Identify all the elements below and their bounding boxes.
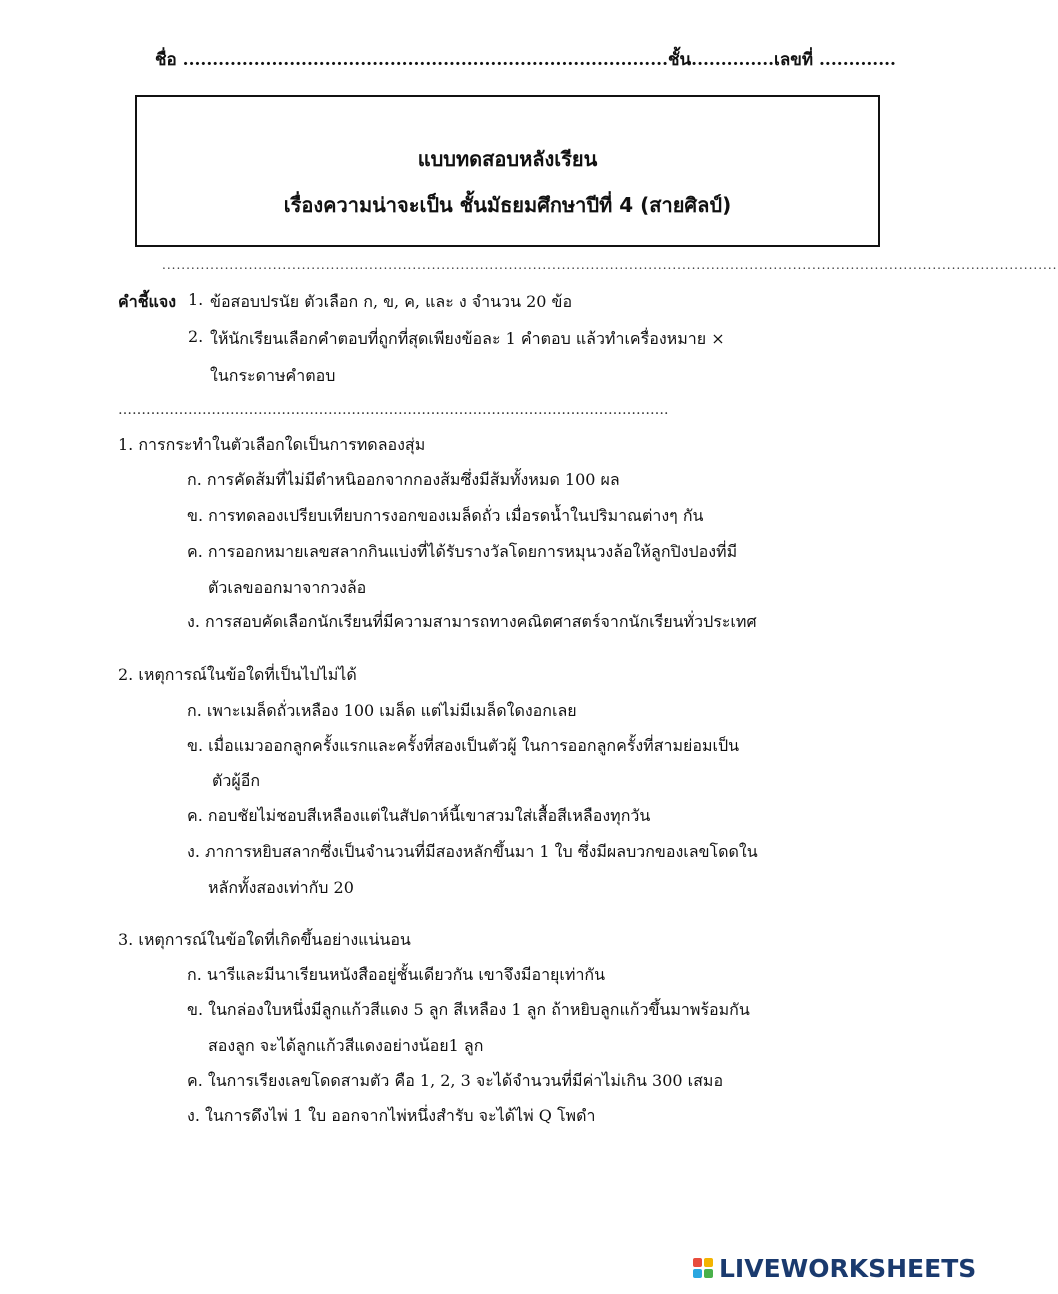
option-q3-d[interactable] [187, 1104, 595, 1129]
question-text: เหตุการณ์ในข้อใดที่เป็นไปไม่ได้ [138, 665, 357, 684]
option-text: เมื่อแมวออกลูกครั้งแรกและครั้งที่สองเป็นตัวผู้ ในการออกลูกครั้งที่สามย่อมเป็น [208, 736, 740, 755]
option-q1-a[interactable] [187, 468, 620, 493]
instruction-number: 2. [188, 327, 204, 346]
option-q1-d[interactable] [187, 610, 757, 635]
option-letter: ค. [187, 542, 203, 561]
logo-tile [693, 1269, 702, 1278]
question-number: 1. [118, 435, 134, 454]
question-1 [118, 433, 425, 458]
option-letter: ก. [187, 965, 202, 984]
number-label: เลขที่ [774, 50, 814, 70]
option-text: การทดลองเปรียบเทียบการงอกของเมล็ดถั่ว เมื่อรดน้ำในปริมาณต่างๆ กัน [208, 506, 704, 525]
name-field[interactable]: .................................................................................. [182, 50, 668, 70]
question-text: การกระทำในตัวเลือกใดเป็นการทดลองสุ่ม [138, 435, 426, 454]
separator-dots: .......................................................................................................................................................................................... [162, 258, 1058, 272]
liveworksheets-logo-icon [693, 1258, 713, 1278]
option-letter: ง. [187, 1106, 200, 1125]
logo-tile [693, 1258, 702, 1267]
option-letter: ข. [187, 736, 204, 755]
option-q1-b[interactable] [187, 504, 703, 529]
class-label: ชั้น [668, 50, 692, 70]
question-2 [118, 663, 357, 688]
option-letter: ค. [187, 1071, 203, 1090]
option-letter: ค. [187, 806, 203, 825]
option-text: ภาการหยิบสลากซึ่งเป็นจำนวนที่มีสองหลักขึ้นมา 1 ใบ ซึ่งมีผลบวกของเลขโดดใน [205, 842, 758, 861]
logo-tile [704, 1269, 713, 1278]
option-text-continued: ตัวเลขออกมาจากวงล้อ [208, 578, 367, 597]
option-q2-a[interactable] [187, 699, 577, 724]
instruction-number: 1. [188, 290, 204, 309]
test-title: แบบทดสอบหลังเรียน [417, 147, 598, 171]
option-q1-c[interactable] [187, 540, 737, 565]
question-text: เหตุการณ์ในข้อใดที่เกิดขึ้นอย่างแน่นอน [138, 930, 411, 949]
name-label: ชื่อ [155, 50, 177, 70]
instruction-text-continued: ในกระดาษคำตอบ [210, 366, 336, 385]
instruction-text: ให้นักเรียนเลือกคำตอบที่ถูกที่สุดเพียงข้อละ 1 คำตอบ แล้วทำเครื่องหมาย × [210, 329, 725, 348]
liveworksheets-logo [693, 1253, 976, 1283]
test-subtitle: เรื่องความน่าจะเป็น ชั้นมัธยมศึกษาปีที่ 4 (สายศิลป์) [283, 193, 732, 217]
option-text-continued: สองลูก จะได้ลูกแก้วสีแดงอย่างน้อย1 ลูก [208, 1036, 484, 1055]
student-info-line [155, 46, 896, 73]
option-letter: ง. [187, 842, 200, 861]
option-letter: ข. [187, 1000, 204, 1019]
option-text-continued: หลักทั้งสองเท่ากับ 20 [208, 878, 354, 897]
option-text: ในกล่องใบหนึ่งมีลูกแก้วสีแดง 5 ลูก สีเหลือง 1 ลูก ถ้าหยิบลูกแก้วขึ้นมาพร้อมกัน [208, 1000, 750, 1019]
option-text-continued: ตัวผู้อีก [212, 771, 261, 790]
option-text: การสอบคัดเลือกนักเรียนที่มีความสามารถทางคณิตศาสตร์จากนักเรียนทั่วประเทศ [205, 612, 757, 631]
option-letter: ก. [187, 701, 202, 720]
option-text: กอบชัยไม่ชอบสีเหลืองแต่ในสัปดาห์นี้เขาสวมใส่เสื้อสีเหลืองทุกวัน [207, 806, 651, 825]
option-text: เพาะเมล็ดถั่วเหลือง 100 เมล็ด แต่ไม่มีเมล็ดใดงอกเลย [206, 701, 577, 720]
option-text: ในการเรียงเลขโดดสามตัว คือ 1, 2, 3 จะได้จำนวนที่มีค่าไม่เกิน 300 เสมอ [207, 1071, 724, 1090]
option-text: การคัดส้มที่ไม่มีตำหนิออกจากกองส้มซึ่งมีส้มทั้งหมด 100 ผล [206, 470, 620, 489]
logo-text: LIVEWORKSHEETS [719, 1253, 977, 1283]
number-field[interactable]: ............. [819, 50, 896, 70]
class-field[interactable]: .............. [691, 50, 775, 70]
option-q2-b[interactable] [187, 734, 739, 759]
option-text: การออกหมายเลขสลากกินแบ่งที่ได้รับรางวัลโดยการหมุนวงล้อให้ลูกปิงปองที่มี [207, 542, 738, 561]
separator-dots: ………………………………………………………………………………………………………. [118, 402, 669, 418]
option-letter: ง. [187, 612, 200, 631]
instruction-text: ข้อสอบปรนัย ตัวเลือก ก, ข, ค, และ ง จำนวน 20 ข้อ [210, 292, 573, 311]
option-q3-c[interactable] [187, 1069, 723, 1094]
title-box [135, 95, 880, 247]
logo-tile [704, 1258, 713, 1267]
option-q3-b[interactable] [187, 998, 750, 1023]
option-q2-d[interactable] [187, 840, 758, 865]
option-letter: ข. [187, 506, 204, 525]
option-letter: ก. [187, 470, 202, 489]
question-number: 3. [118, 930, 134, 949]
question-3 [118, 928, 411, 953]
option-text: ในการดึงไพ่ 1 ใบ ออกจากไพ่หนึ่งสำรับ จะได้ไพ่ Q โพดำ [205, 1106, 596, 1125]
instructions-label: คำชี้แจง [118, 292, 177, 311]
question-number: 2. [118, 665, 134, 684]
option-text: นารีและมีนาเรียนหนังสืออยู่ชั้นเดียวกัน เขาจึงมีอายุเท่ากัน [206, 965, 606, 984]
option-q3-a[interactable] [187, 963, 605, 988]
option-q2-c[interactable] [187, 804, 650, 829]
